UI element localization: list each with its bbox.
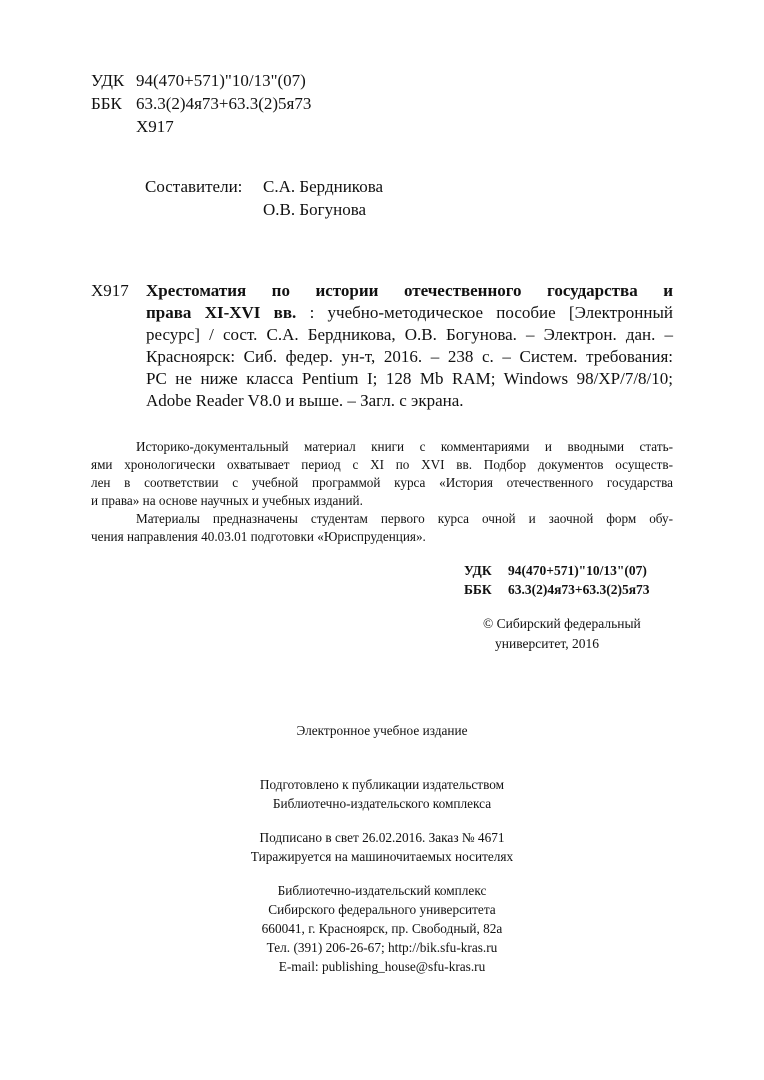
bib-line: Красноярск: Сиб. федер. ун-т, 2016. – 238 с. – Систем. требования: (146, 347, 673, 366)
copyright-line: университет, 2016 (495, 636, 599, 651)
edition-type: Электронное учебное издание (296, 723, 468, 738)
prepared-line: Подготовлено к публикации издательством (259, 777, 505, 792)
bib-title: права XI-XVI вв. (146, 303, 297, 322)
copies-line: Тиражируется на машиночитаемых носителях (250, 849, 514, 864)
copyright-line: © Сибирский федеральный (483, 616, 641, 631)
abstract-line: лен в соответствии с учебной программой курса «История отечественного государства (91, 475, 673, 490)
signed-line: Подписано в свет 26.02.2016. Заказ № 4671 (259, 830, 505, 845)
bbk-value-right: 63.3(2)4я73+63.3(2)5я73 (508, 582, 650, 597)
abstract-line: чения направления 40.03.01 подготовки «Юриспруденция». (91, 529, 426, 544)
publisher-line: Библиотечно-издательский комплекс (277, 883, 487, 898)
bibliographic-record (146, 280, 673, 412)
abstract-line: Историко-документальный материал книги с комментариями и вводными стать- (136, 439, 673, 454)
bib-line: ресурс] / сост. С.А. Бердникова, О.В. Богунова. – Электрон. дан. – (146, 325, 673, 344)
publisher-line: Сибирского федерального университета (268, 902, 496, 917)
udk-value-right: 94(470+571)"10/13"(07) (508, 563, 647, 578)
bib-line-text: : учебно-методическое пособие [Электронный (296, 303, 673, 322)
abstract-line: Материалы предназначены студентам первого курса очной и заочной форм обу- (136, 511, 673, 526)
bib-line: PC не ниже класса Pentium I; 128 Mb RAM; Windows 98/XP/7/8/10; (146, 369, 673, 388)
udk-label: УДК (91, 71, 125, 90)
publisher-address: 660041, г. Красноярск, пр. Свободный, 82а (261, 921, 503, 936)
abstract-line: и права» на основе научных и учебных изданий. (91, 493, 363, 508)
bbk-value: 63.3(2)4я73+63.3(2)5я73 (136, 94, 312, 113)
publisher-contact: Тел. (391) 206-26-67; http://bik.sfu-kras.ru (266, 940, 498, 955)
bbk-label: ББК (91, 94, 122, 113)
bbk-label-right: ББК (464, 582, 492, 597)
bib-line: Adobe Reader V8.0 и выше. – Загл. с экрана. (146, 391, 464, 410)
abstract-line: ями хронологически охватывает период с XI по XVI вв. Подбор документов осуществ- (91, 457, 673, 472)
compilers-label: Составители: (145, 177, 243, 196)
bib-line (146, 280, 673, 302)
publisher-email: E-mail: publishing_house@sfu-kras.ru (278, 959, 486, 974)
udk-label-right: УДК (464, 563, 492, 578)
udk-value: 94(470+571)"10/13"(07) (136, 71, 306, 90)
bib-title: Хрестоматия по истории отечественного государства и (146, 281, 673, 300)
author-mark: Х917 (136, 117, 174, 136)
bib-line (146, 302, 673, 324)
bib-author-mark: Х917 (91, 281, 129, 300)
abstract (91, 438, 673, 546)
prepared-line: Библиотечно-издательского комплекса (272, 796, 492, 811)
compiler-name: О.В. Богунова (263, 200, 367, 219)
compiler-name: С.А. Бердникова (263, 177, 384, 196)
